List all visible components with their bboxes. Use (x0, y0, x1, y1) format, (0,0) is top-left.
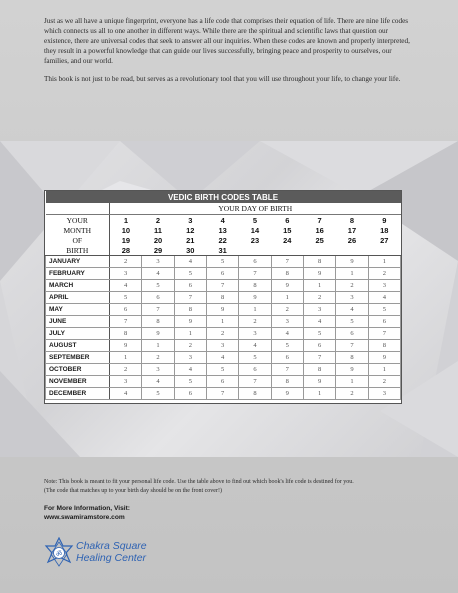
life-code-cell: 9 (271, 388, 303, 400)
day-of-birth-header: YOUR DAY OF BIRTH (110, 203, 401, 215)
day-cell: 12 (186, 225, 195, 235)
day-cell: 31 (206, 245, 238, 256)
logo-line-2: Healing Center (76, 552, 147, 564)
day-cell (368, 245, 400, 256)
day-cell (303, 245, 335, 256)
life-code-cell: 3 (206, 340, 238, 352)
month-row (46, 340, 401, 352)
month-row (46, 256, 401, 268)
life-code-cell: 3 (336, 292, 368, 304)
row-label: OF (46, 235, 110, 245)
intro-text (44, 16, 414, 92)
life-code-cell: 6 (206, 376, 238, 388)
codes-table (45, 191, 401, 400)
life-code-cell: 2 (110, 256, 142, 268)
life-code-cell: 8 (271, 376, 303, 388)
note-line-2: (The code that matches up to your birth day should be on the front cover!) (44, 488, 222, 494)
life-code-cell: 1 (368, 364, 400, 376)
row-label: BIRTH (46, 245, 110, 256)
life-code-cell: 9 (271, 280, 303, 292)
life-code-cell: 2 (271, 304, 303, 316)
day-cell (239, 245, 271, 256)
life-code-cell: 9 (110, 340, 142, 352)
life-code-cell: 2 (336, 280, 368, 292)
day-row (46, 225, 401, 235)
life-code-cell: 2 (174, 340, 206, 352)
life-code-cell: 7 (239, 268, 271, 280)
month-row (46, 352, 401, 364)
day-cell: 17 (347, 225, 357, 235)
life-code-cell: 4 (303, 316, 335, 328)
life-code-cell: 1 (368, 256, 400, 268)
om-symbol: ॐ (55, 550, 63, 558)
life-code-cell: 9 (206, 304, 238, 316)
day-cell: 30 (174, 245, 206, 256)
life-code-cell: 1 (142, 340, 174, 352)
day-cell: 19 (121, 235, 131, 245)
life-code-cell: 8 (336, 352, 368, 364)
day-cell: 14 (250, 225, 260, 235)
life-code-cell: 5 (368, 304, 400, 316)
life-code-cell: 8 (239, 388, 271, 400)
life-code-cell: 2 (303, 292, 335, 304)
day-cell: 29 (142, 245, 174, 256)
more-info-heading: For More Information, Visit: (44, 505, 130, 512)
day-cell: 10 (121, 225, 131, 235)
life-code-cell: 2 (368, 268, 400, 280)
month-row (46, 316, 401, 328)
website-link[interactable]: www.swamiramstore.com (44, 513, 125, 521)
life-code-cell: 5 (206, 364, 238, 376)
life-code-cell: 5 (174, 268, 206, 280)
life-code-cell: 1 (303, 388, 335, 400)
life-code-cell: 3 (239, 328, 271, 340)
life-code-cell: 2 (142, 352, 174, 364)
day-cell: 23 (250, 235, 260, 245)
month-name: JANUARY (46, 256, 110, 268)
life-code-cell: 3 (368, 280, 400, 292)
life-code-cell: 4 (206, 352, 238, 364)
life-code-cell: 5 (271, 340, 303, 352)
life-code-cell: 5 (142, 280, 174, 292)
chakra-square-logo (44, 537, 174, 573)
month-name: DECEMBER (46, 388, 110, 400)
note-line-1: Note: This book is meant to fit your personal life code. Use the table above to find out which book's life code is destined for you. (44, 479, 354, 485)
life-code-cell: 5 (206, 256, 238, 268)
day-cell: 28 (110, 245, 142, 256)
life-code-cell: 3 (142, 256, 174, 268)
life-code-cell: 1 (303, 280, 335, 292)
month-row (46, 328, 401, 340)
day-cell: 2 (155, 215, 161, 225)
day-cell: 7 (317, 215, 322, 225)
life-code-cell: 2 (239, 316, 271, 328)
day-cell: 25 (315, 235, 324, 245)
month-name: JUNE (46, 316, 110, 328)
row-label: MONTH (46, 225, 110, 235)
day-cell (271, 245, 303, 256)
logo-text (76, 540, 147, 564)
life-code-cell: 1 (206, 316, 238, 328)
life-code-cell: 9 (336, 256, 368, 268)
life-code-cell: 9 (239, 292, 271, 304)
month-name: OCTOBER (46, 364, 110, 376)
day-cell: 5 (252, 215, 258, 225)
life-code-cell: 1 (336, 376, 368, 388)
more-info (44, 505, 130, 522)
life-code-cell: 2 (110, 364, 142, 376)
life-code-cell: 6 (142, 292, 174, 304)
month-name: JULY (46, 328, 110, 340)
life-code-cell: 9 (174, 316, 206, 328)
day-cell: 21 (186, 235, 195, 245)
life-code-cell: 6 (174, 388, 206, 400)
life-code-cell: 4 (271, 328, 303, 340)
life-code-cell: 9 (368, 352, 400, 364)
life-code-cell: 7 (142, 304, 174, 316)
month-name: NOVEMBER (46, 376, 110, 388)
life-code-cell: 8 (206, 292, 238, 304)
life-code-cell: 8 (303, 364, 335, 376)
month-name: FEBRUARY (46, 268, 110, 280)
life-code-cell: 7 (206, 280, 238, 292)
life-code-cell: 6 (303, 340, 335, 352)
day-cell: 1 (123, 215, 128, 225)
month-name: SEPTEMBER (46, 352, 110, 364)
life-code-cell: 8 (271, 268, 303, 280)
life-code-cell: 3 (303, 304, 335, 316)
life-code-cell: 5 (110, 292, 142, 304)
life-code-cell: 8 (239, 280, 271, 292)
month-row (46, 376, 401, 388)
day-cell: 11 (154, 225, 162, 235)
life-code-cell: 6 (110, 304, 142, 316)
life-code-cell: 5 (174, 376, 206, 388)
life-code-cell: 2 (336, 388, 368, 400)
day-cell: 15 (283, 225, 292, 235)
life-code-cell: 9 (303, 376, 335, 388)
life-code-cell: 4 (336, 304, 368, 316)
life-code-cell: 1 (174, 328, 206, 340)
month-name: APRIL (46, 292, 110, 304)
day-cell: 13 (218, 225, 227, 235)
life-code-cell: 4 (142, 376, 174, 388)
life-code-cell: 2 (368, 376, 400, 388)
day-cell: 22 (218, 235, 227, 245)
logo-line-1: Chakra Square (76, 540, 147, 552)
life-code-cell: 8 (368, 340, 400, 352)
day-row (46, 215, 401, 226)
life-code-cell: 7 (174, 292, 206, 304)
life-code-cell: 8 (110, 328, 142, 340)
day-row (46, 245, 401, 256)
life-code-cell: 7 (206, 388, 238, 400)
life-code-cell: 6 (271, 352, 303, 364)
vedic-birth-codes-table (44, 190, 402, 404)
life-code-cell: 6 (239, 364, 271, 376)
life-code-cell: 5 (303, 328, 335, 340)
life-code-cell: 4 (239, 340, 271, 352)
life-code-cell: 1 (271, 292, 303, 304)
intro-paragraph-2: This book is not just to be read, but serves as a revolutionary tool that you will use throughout your life, to change your life. (44, 75, 401, 83)
day-cell: 18 (380, 225, 389, 235)
life-code-cell: 1 (239, 304, 271, 316)
day-cell: 9 (382, 215, 387, 225)
day-cell: 4 (220, 215, 225, 225)
life-code-cell: 4 (142, 268, 174, 280)
life-code-cell: 3 (142, 364, 174, 376)
month-name: MARCH (46, 280, 110, 292)
life-code-cell: 7 (271, 256, 303, 268)
life-code-cell: 3 (174, 352, 206, 364)
life-code-cell: 7 (239, 376, 271, 388)
month-name: MAY (46, 304, 110, 316)
life-code-cell: 7 (303, 352, 335, 364)
life-code-cell: 6 (368, 316, 400, 328)
life-code-cell: 3 (271, 316, 303, 328)
life-code-cell: 4 (368, 292, 400, 304)
day-cell: 20 (153, 235, 163, 245)
table-title: VEDIC BIRTH CODES TABLE (46, 191, 401, 203)
life-code-cell: 6 (206, 268, 238, 280)
life-code-cell: 9 (303, 268, 335, 280)
life-code-cell: 4 (174, 256, 206, 268)
month-row (46, 292, 401, 304)
life-code-cell: 6 (239, 256, 271, 268)
life-code-cell: 8 (142, 316, 174, 328)
month-row (46, 304, 401, 316)
intro-paragraph-1: Just as we all have a unique fingerprint, everyone has a life code that comprises their equation of life. There are nine life codes which connects us all to one another in different ways. While there are the spiritual and scientific laws that question our existence, there are universal codes that seek to answer all our inquiries. When these codes are known and properly interpreted, they result in a powerful knowledge that can guide our lives successfully, bringing peace and prosperity to ourselves, our families, and our world. (44, 17, 410, 65)
life-code-cell: 1 (336, 268, 368, 280)
life-code-cell: 2 (206, 328, 238, 340)
day-cell: 8 (349, 215, 355, 225)
life-code-cell: 9 (336, 364, 368, 376)
corner-cell (46, 203, 110, 215)
life-code-cell: 5 (336, 316, 368, 328)
life-code-cell: 4 (110, 388, 142, 400)
row-label: YOUR (46, 215, 110, 226)
life-code-cell: 9 (142, 328, 174, 340)
day-cell: 6 (285, 215, 290, 225)
month-row (46, 268, 401, 280)
month-row (46, 280, 401, 292)
life-code-cell: 5 (239, 352, 271, 364)
life-code-cell: 3 (368, 388, 400, 400)
life-code-cell: 6 (174, 280, 206, 292)
day-cell: 26 (347, 235, 357, 245)
life-code-cell: 8 (174, 304, 206, 316)
month-name: AUGUST (46, 340, 110, 352)
day-cell: 3 (188, 215, 193, 225)
life-code-cell: 3 (110, 376, 142, 388)
month-row (46, 364, 401, 376)
life-code-cell: 7 (336, 340, 368, 352)
life-code-cell: 4 (174, 364, 206, 376)
day-row (46, 235, 401, 245)
day-of-birth-rows (46, 215, 401, 256)
note-text (44, 478, 434, 496)
life-code-cell: 8 (303, 256, 335, 268)
life-code-cell: 4 (110, 280, 142, 292)
day-cell: 16 (315, 225, 324, 235)
life-code-cell: 5 (142, 388, 174, 400)
day-cell (336, 245, 368, 256)
day-cell: 24 (283, 235, 292, 245)
life-code-cell: 7 (110, 316, 142, 328)
life-code-cell: 7 (368, 328, 400, 340)
month-rows (46, 256, 401, 400)
life-code-cell: 6 (336, 328, 368, 340)
life-code-cell: 3 (110, 268, 142, 280)
chakra-star-icon (44, 537, 74, 571)
month-row (46, 388, 401, 400)
day-cell: 27 (380, 235, 389, 245)
life-code-cell: 7 (271, 364, 303, 376)
life-code-cell: 1 (110, 352, 142, 364)
